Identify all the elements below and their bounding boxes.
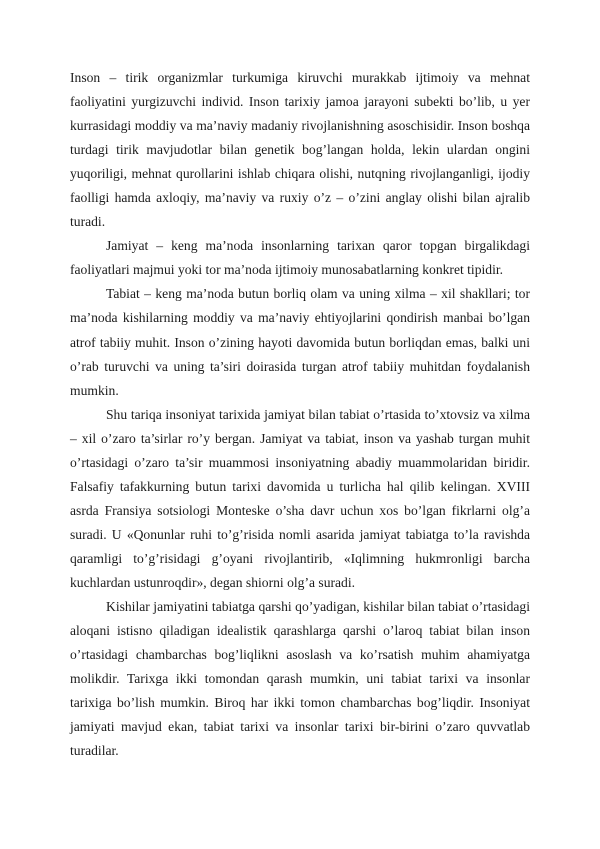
document-page bbox=[70, 66, 530, 763]
paragraph-inson: Inson – tirik organizmlar turkumiga kiruvchi murakkab ijtimoiy va mehnat faoliyatini yurgizuvchi individ. Inson tarixiy jamoa jarayoni subekti bo’lib, u yer kurrasidagi moddiy va ma’naviy madaniy rivojlanishning asoschisidir. Inson boshqa turdagi tirik mavjudotlar bilan genetik bog’langan holda, lekin ulardan ongini yuqoriligi, mehnat qurollarini ishlab chiqara olishi, nutqning rivojlanganligi, ijodiy faolligi hamda axloqiy, ma’naviy va ruxiy o’z – o’zini anglay olishi bilan ajralib turadi. bbox=[70, 70, 530, 230]
paragraph-conclusion: Kishilar jamiyatini tabiatga qarshi qo’yadigan, kishilar bilan tabiat o’rtasidagi aloqani istisno qiladigan idealistik qarashlarga qarshi o’laroq tabiat bilan inson o’rtasidagi chambarchas bog’liqlikni asoslash va ko’rsatish muhim ahamiyatga molikdir. Tarixga ikki tomondan qarash mumkin, uni tabiat tarixi va insonlar tarixiga bo’lish mumkin. Biroq har ikki tomon chambarchas bog’liqdir. Insoniyat jamiyati mavjud ekan, tabiat tarixi va insonlar tarixi bir-birini o’zaro quvvatlab turadilar. bbox=[70, 599, 530, 759]
paragraph-tabiat: Tabiat – keng ma’noda butun borliq olam va uning xilma – xil shakllari; tor ma’noda kishilarning moddiy va ma’naviy ehtiyojlarini qondirish manbai bo’lgan atrof tabiiy muhit. Inson o’zining hayoti davomida butun borliqdan emas, balki uni o’rab turuvchi va uning ta’siri doirasida turgan atrof tabiiy muhitdan foydalanish mumkin. bbox=[70, 286, 530, 398]
paragraph-jamiyat: Jamiyat – keng ma’noda insonlarning tarixan qaror topgan birgalikdagi faoliyatlari majmui yoki tor ma’noda ijtimoiy munosabatlarning konkret tipidir. bbox=[70, 238, 530, 278]
paragraph-history: Shu tariqa insoniyat tarixida jamiyat bilan tabiat o’rtasida to’xtovsiz va xilma – xil o’zaro ta’sirlar ro’y bergan. Jamiyat va tabiat, inson va yashab turgan muhit o’rtasidagi o’zaro ta’sir muammosi insoniyatning abadiy muammolaridan biridir. Falsafiy tafakkurning butun tarixi davomida u turlicha hal qilib kelingan. XVIII asrda Fransiya sotsiologi Monteske o’sha davr uchun xos bo’lgan fikrlarni olg’a suradi. U «Qonunlar ruhi to’g’risida nomli asarida jamiyat tabiatga to’la ravishda qaramligi to’g’risidagi g’oyani rivojlantirib, «Iqlimning hukmronligi barcha kuchlardan ustunroqdir», degan shiorni olg’a suradi. bbox=[70, 406, 530, 590]
